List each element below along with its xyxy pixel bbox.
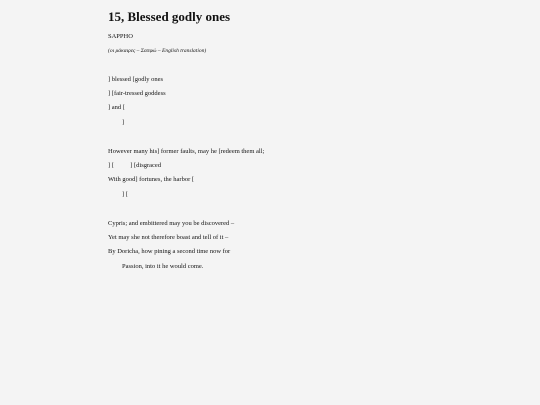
author-name: SAPPHO: [108, 33, 133, 40]
poem-title: 15, Blessed godly ones: [108, 9, 231, 24]
poem-line: By Doricha, how pining a second time now for: [108, 248, 231, 255]
poem-line: However many his] former faults, may he [redeem them all;: [108, 148, 265, 155]
poem-subtitle: (οι μάκαιρες – Σαπφώ – English translation): [108, 48, 207, 54]
poem-line: Cypris; and embittered may you be discovered –: [108, 220, 235, 227]
poem-line: ] and [: [108, 104, 125, 111]
poem-line: Yet may she not therefore boast and tell of it –: [108, 234, 229, 241]
poem-line: ] [ ] [disgraced: [108, 162, 162, 169]
poem-line: Passion, into it he would come.: [122, 263, 204, 270]
poem-line: ]: [122, 119, 125, 126]
poem-line: ] blessed [godly ones: [108, 76, 164, 83]
poem-line: With good] fortunes, the harbor [: [108, 176, 195, 183]
poem-line: ] [fair-tressed goddess: [108, 90, 166, 97]
poem-line: ] [: [122, 191, 128, 198]
